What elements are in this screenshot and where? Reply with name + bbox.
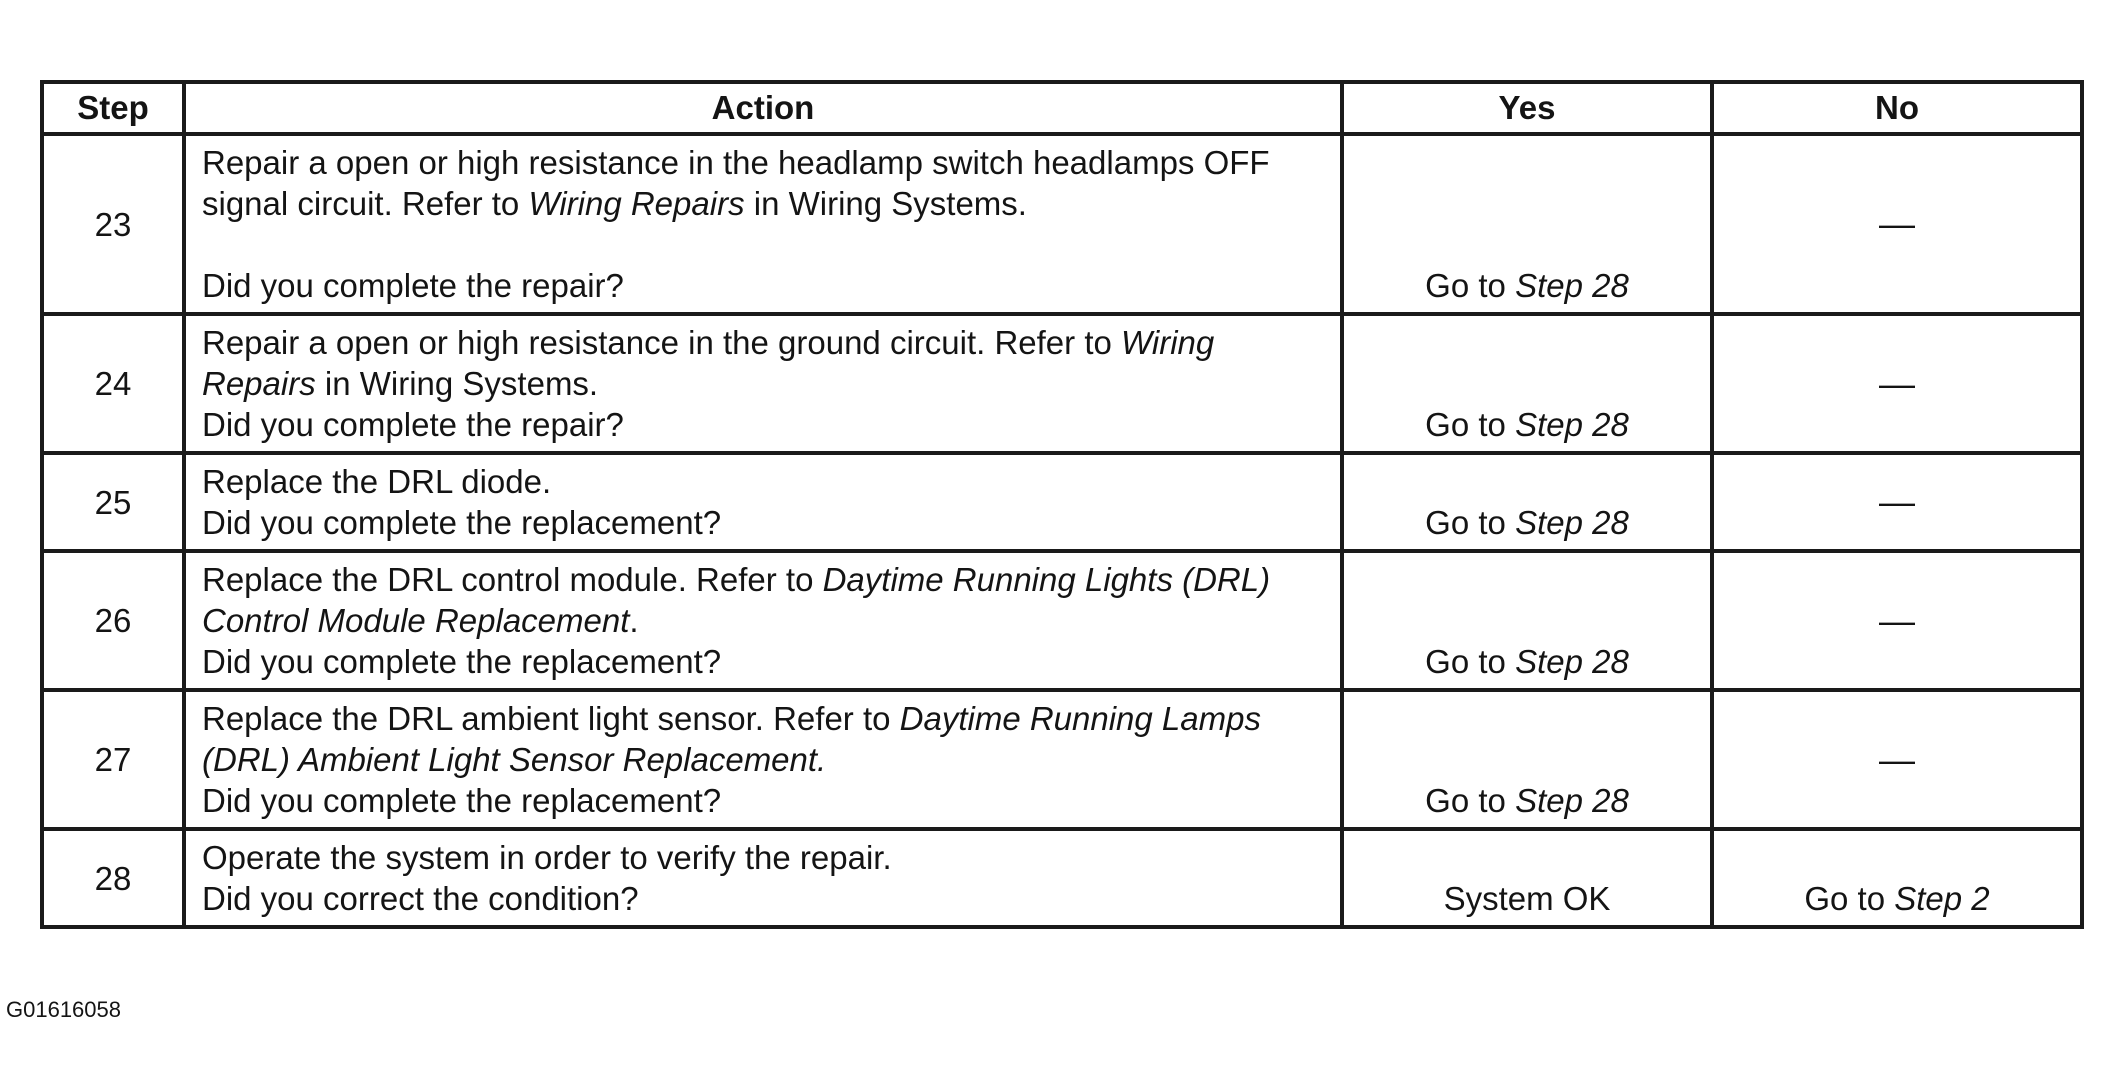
action-question: Did you complete the replacement? — [202, 782, 722, 819]
no-result-dash: — — [1879, 599, 1915, 641]
action-cell — [184, 314, 1342, 453]
action-instruction — [202, 461, 1326, 502]
step-number: 27 — [42, 690, 184, 829]
no-result-dash: — — [1879, 362, 1915, 404]
cell-text: in Wiring Systems. — [315, 365, 599, 402]
no-result — [1712, 453, 2082, 551]
reference-text: Daytime Running Lights (DRL) Control Module Replacement — [202, 561, 1271, 639]
no-result — [1712, 134, 2082, 314]
no-result — [1712, 314, 2082, 453]
action-cell — [184, 551, 1342, 690]
action-question: Did you correct the condition? — [202, 880, 639, 917]
step-number: 24 — [42, 314, 184, 453]
cell-text: Replace the DRL ambient light sensor. Refer to — [202, 700, 900, 737]
no-result — [1712, 551, 2082, 690]
action-instruction — [202, 837, 1326, 878]
table-row — [42, 690, 2082, 829]
reference-text: Step 28 — [1515, 267, 1629, 304]
cell-text: Go to — [1425, 782, 1516, 819]
header-row — [42, 82, 2082, 134]
cell-text: System OK — [1443, 880, 1611, 917]
action-cell — [184, 134, 1342, 314]
cell-text: Go to — [1425, 267, 1516, 304]
table-body — [42, 134, 2082, 927]
reference-text: Step 28 — [1515, 406, 1629, 443]
header-yes: Yes — [1342, 82, 1712, 134]
yes-result — [1342, 551, 1712, 690]
header-action: Action — [184, 82, 1342, 134]
reference-text: Step 28 — [1515, 504, 1629, 541]
reference-text: Step 28 — [1515, 782, 1629, 819]
reference-text: Daytime Running Lamps (DRL) Ambient Light Sensor Replacement. — [202, 700, 1261, 778]
yes-result — [1342, 829, 1712, 927]
step-number: 26 — [42, 551, 184, 690]
action-instruction — [202, 322, 1326, 404]
cell-text: Repair a open or high resistance in the ground circuit. Refer to — [202, 324, 1122, 361]
cell-text: Operate the system in order to verify the repair. — [202, 839, 892, 876]
yes-result — [1342, 314, 1712, 453]
action-instruction — [202, 698, 1326, 780]
reference-text: Step 2 — [1894, 880, 1990, 917]
diagnostic-table — [40, 80, 2084, 929]
step-number: 23 — [42, 134, 184, 314]
cell-text: Replace the DRL control module. Refer to — [202, 561, 823, 598]
header-no: No — [1712, 82, 2082, 134]
action-question: Did you complete the replacement? — [202, 504, 722, 541]
yes-result — [1342, 134, 1712, 314]
cell-text: in Wiring Systems. — [744, 185, 1027, 222]
no-result-dash: — — [1879, 203, 1915, 244]
yes-result — [1342, 453, 1712, 551]
table-row — [42, 453, 2082, 551]
spacer — [202, 224, 1326, 265]
no-result-dash: — — [1879, 481, 1915, 522]
step-number: 25 — [42, 453, 184, 551]
action-instruction — [202, 559, 1326, 641]
action-cell — [184, 690, 1342, 829]
cell-text: . — [629, 602, 639, 639]
action-question: Did you complete the replacement? — [202, 643, 722, 680]
cell-text: Replace the DRL diode. — [202, 463, 552, 500]
no-result-dash: — — [1879, 738, 1915, 780]
action-cell — [184, 829, 1342, 927]
header-step: Step — [42, 82, 184, 134]
action-instruction — [202, 142, 1326, 224]
reference-text: Step 28 — [1515, 643, 1629, 680]
no-result — [1712, 829, 2082, 927]
cell-text: Go to — [1425, 406, 1516, 443]
cell-text: Go to — [1804, 880, 1895, 917]
reference-text: Wiring Repairs — [528, 185, 745, 222]
table-row — [42, 134, 2082, 314]
table-row — [42, 314, 2082, 453]
action-cell — [184, 453, 1342, 551]
action-question: Did you complete the repair? — [202, 267, 624, 304]
cell-text: Go to — [1425, 643, 1516, 680]
cell-text: Repair a open or high resistance in the headlamp switch headlamps OFF signal circuit. Refer to — [202, 144, 1270, 222]
reference-text: Wiring Repairs — [202, 324, 1215, 402]
action-question: Did you complete the repair? — [202, 406, 624, 443]
step-number: 28 — [42, 829, 184, 927]
yes-result — [1342, 690, 1712, 829]
table-row — [42, 829, 2082, 927]
figure-id: G01616058 — [6, 997, 121, 1022]
cell-text: Go to — [1425, 504, 1516, 541]
no-result — [1712, 690, 2082, 829]
table-row — [42, 551, 2082, 690]
